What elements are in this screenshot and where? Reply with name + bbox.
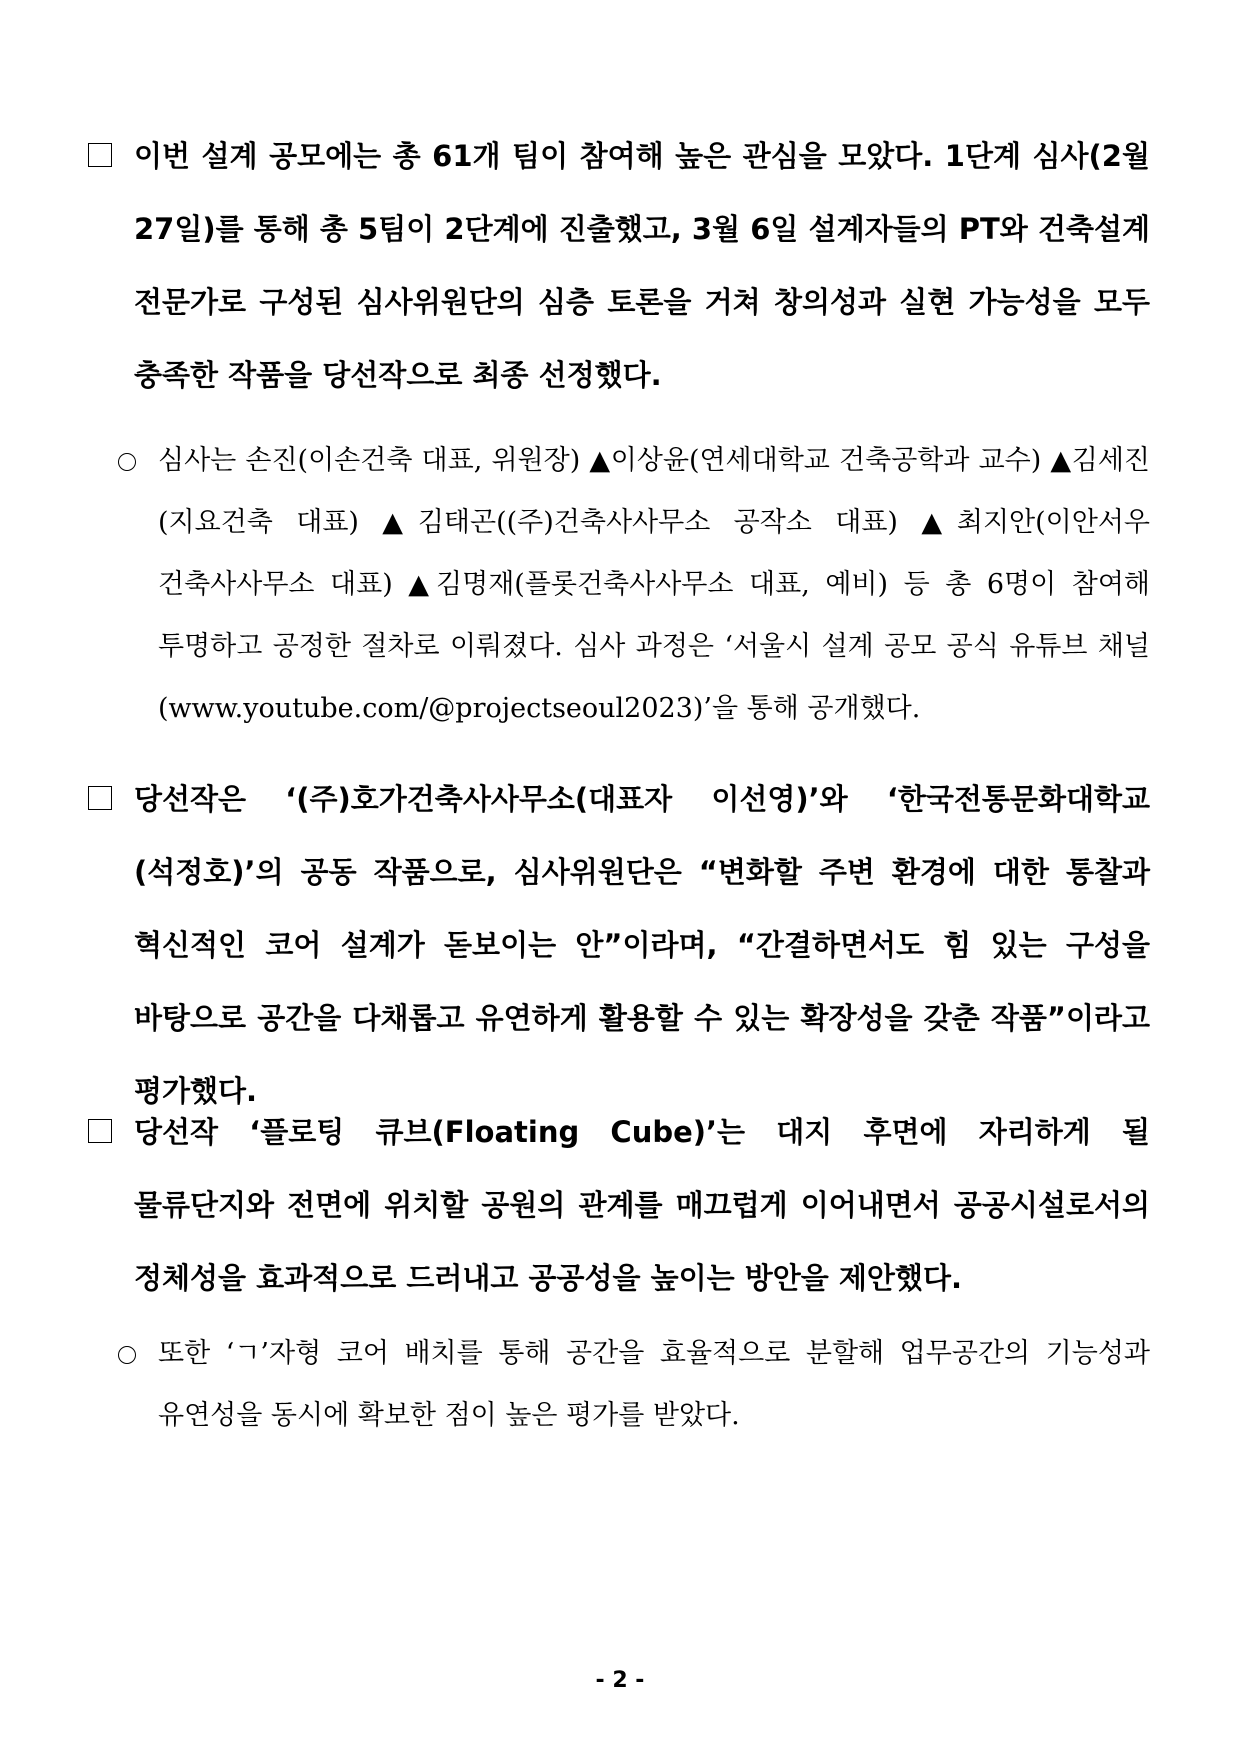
section-1 (88, 120, 1150, 740)
sub-bullet-item (88, 430, 1150, 740)
circle-bullet-icon (118, 453, 136, 471)
page-number: - 2 - (595, 1668, 645, 1693)
section-2 (88, 763, 1150, 1128)
main-bullet-item (88, 1096, 1150, 1315)
main-bullet-text: 당선작 ‘플로팅 큐브(Floating Cube)’는 대지 후면에 자리하게 될 물류단지와 전면에 위치할 공원의 관계를 매끄럽게 이어내면서 공공시설로서의 정체성을 효과적으로 드러내고 공공성을 높이는 방안을 제안했다. (134, 1115, 1150, 1295)
main-bullet-text: 이번 설계 공모에는 총 61개 팀이 참여해 높은 관심을 모았다. 1단계 심사(2월 27일)를 통해 총 5팀이 2단계에 진출했고, 3월 6일 설계자들의 PT와 건축설계 전문가로 구성된 심사위원단의 심층 토론을 거쳐 창의성과 실현 가능성을 모두 충족한 작품을 당선작으로 최종 선정했다. (134, 139, 1150, 392)
main-bullet-item (88, 763, 1150, 1128)
sub-bullet-text: 또한 ‘ㄱ’자형 코어 배치를 통해 공간을 효율적으로 분할해 업무공간의 기능성과 유연성을 동시에 확보한 점이 높은 평가를 받았다. (158, 1338, 1150, 1431)
circle-bullet-icon (118, 1346, 136, 1364)
sub-bullet-text: 심사는 손진(이손건축 대표, 위원장) ▲이상윤(연세대학교 건축공학과 교수) ▲김세진(지요건축 대표) ▲김태곤((주)건축사사무소 공작소 대표) ▲최지안(이안서우 건축사사무소 대표) ▲김명재(플롯건축사사무소 대표, 예비) 등 총 6명이 참여해 투명하고 공정한 절차로 이뤄졌다. 심사 과정은 ‘서울시 설계 공모 공식 유튜브 채널(www.youtube.com/@projectseoul2023)’을 통해 공개했다. (158, 445, 1150, 724)
sub-bullet-item (88, 1323, 1150, 1447)
main-bullet-text: 당선작은 ‘(주)호가건축사사무소(대표자 이선영)’와 ‘한국전통문화대학교(석정호)’의 공동 작품으로, 심사위원단은 “변화할 주변 환경에 대한 통찰과 혁신적인 코어 설계가 돋보이는 안”이라며, “간결하면서도 힘 있는 구성을 바탕으로 공간을 다채롭고 유연하게 활용할 수 있는 확장성을 갖춘 작품”이라고 평가했다. (134, 782, 1150, 1108)
square-bullet-icon (88, 1119, 112, 1143)
section-3 (88, 1096, 1150, 1447)
square-bullet-icon (88, 786, 112, 810)
square-bullet-icon (88, 143, 112, 167)
main-bullet-item (88, 120, 1150, 412)
